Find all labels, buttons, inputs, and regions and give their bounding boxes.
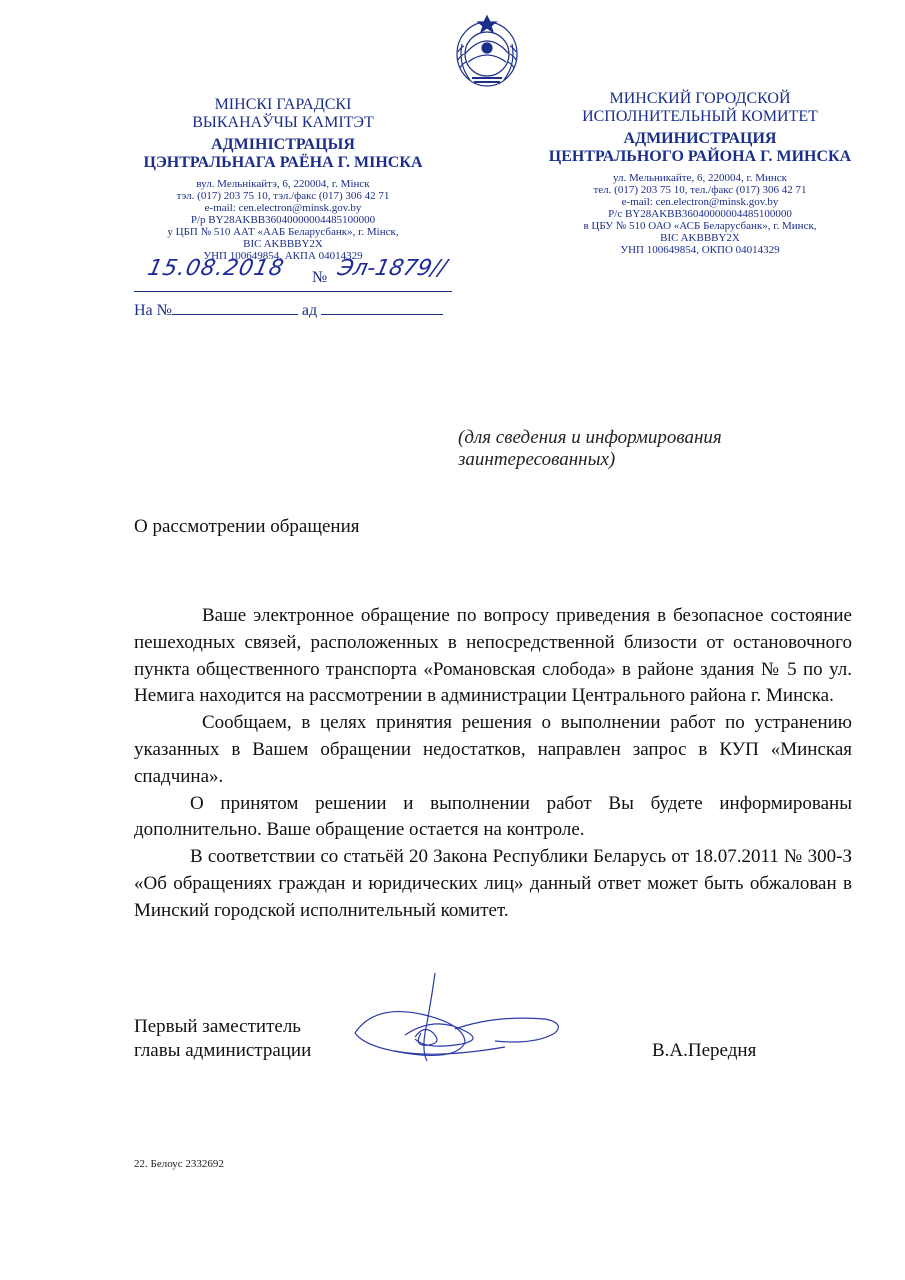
header-right-administration: АДМИНИСТРАЦИЯ ЦЕНТРАЛЬНОГО РАЙОНА Г. МИНСКА (548, 130, 852, 165)
header-left (118, 96, 448, 262)
registration-date: 15.08.2018 (145, 256, 287, 281)
header-left-ministry: МІНСКІ ГАРАДСКІ ВЫКАНАЎЧЫ КАМІТЭТ (192, 96, 374, 131)
signature-icon (335, 965, 565, 1075)
header-left-details: вул. Мельнікайтэ, 6, 220004, г. Мінск тэл. (017) 203 75 10, тэл./факс (017) 306 42 71 e-mail: cen.electron@minsk.gov.by Р/р BY28AKBB36040000004485100000 у ЦБП № 510 ААТ «ААБ Беларусбанк», г. Мінск, BIC AKBBBY2X УНП 100649854, АКПА 04014329 (167, 178, 399, 262)
recipient: (для сведения и информирования заинтересованных) (458, 427, 722, 470)
reference-from-label: ад (301, 302, 318, 319)
body-paragraph-4: В соответствии со статьёй 20 Закона Республики Беларусь от 18.07.2011 № 300-З «Об обращениях граждан и юридических лиц» данный ответ может быть обжалован в Минский городской исполнительный комитет. (134, 846, 852, 921)
signatory-name: В.А.Передня (652, 1040, 757, 1061)
executor-footnote: 22. Белоус 2332692 (134, 1158, 224, 1170)
reference-line (134, 300, 443, 320)
body-paragraph-2: Сообщаем, в целях принятия решения о выполнении работ по устранению указанных в Вашем обращении недостатков, направлен запрос в КУП «Минская спадчина». (134, 712, 852, 787)
header-left-administration: АДМІНІСТРАЦЫЯ ЦЭНТРАЛЬНАГА РАЁНА Г. МІНСКА (143, 136, 423, 171)
reference-date-blank (321, 300, 443, 315)
body-paragraph-1: Ваше электронное обращение по вопросу приведения в безопасное состояние пешеходных связей, расположенных в непосредственной близости от остановочного пункта общественного транспорта «Романовская слобода» в районе здания № 5 по ул. Немига находится на рассмотрении в администрации Центрального района г. Минска. (134, 605, 852, 707)
reference-number-blank (172, 300, 298, 315)
header-right-details: ул. Мельникайте, 6, 220004, г. Минск тел. (017) 203 75 10, тел./факс (017) 306 42 71 e-mail: cen.electron@minsk.gov.by Р/с BY28AKBB36040000004485100000 в ЦБУ № 510 ОАО «АСБ Беларусбанк», г. Минск, BIC AKBBBY2X УНП 100649854, ОКПО 04014329 (583, 172, 817, 256)
body-paragraph-3: О принятом решении и выполнении работ Вы будете информированы дополнительно. Ваше обращение остается на контроле. (134, 792, 852, 841)
header-right-ministry: МИНСКИЙ ГОРОДСКОЙ ИСПОЛНИТЕЛЬНЫЙ КОМИТЕТ (582, 90, 818, 125)
registration-number: Эл-1879// (335, 256, 449, 281)
registration-number-label: № (312, 269, 328, 286)
reference-label: На № (134, 302, 172, 319)
signatory-title: Первый заместитель главы администрации (134, 1016, 312, 1061)
header-right (540, 90, 860, 256)
letter-body (134, 603, 852, 925)
state-emblem-icon (452, 14, 522, 92)
subject-line: О рассмотрении обращения (134, 516, 360, 537)
